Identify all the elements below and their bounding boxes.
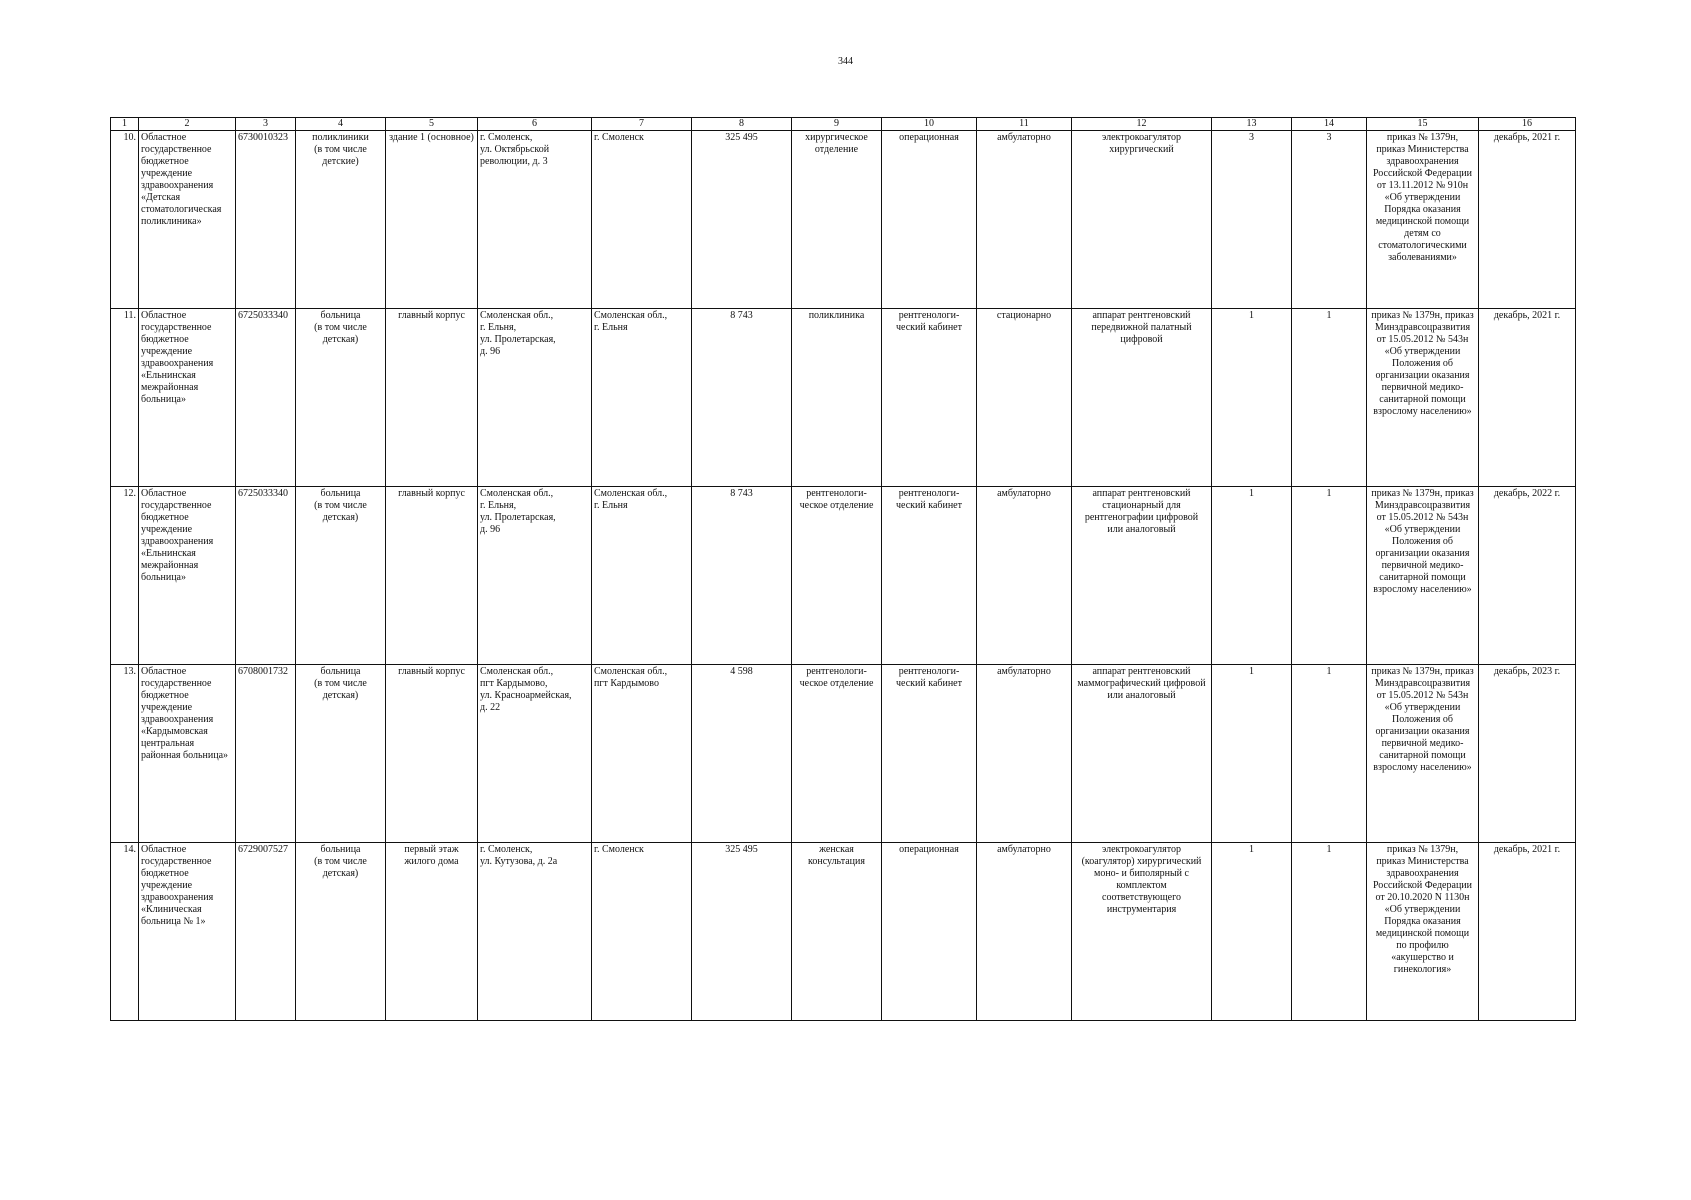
address-line: г. Смоленск, bbox=[480, 132, 533, 143]
department-cell bbox=[792, 309, 882, 487]
facility-type-line: детская) bbox=[322, 334, 359, 345]
regulation-order-line: приказ № 1379н, приказ bbox=[1371, 666, 1474, 677]
regulation-order-line: здравоохранения bbox=[1386, 868, 1459, 879]
regulation-order-line: Положения об bbox=[1392, 714, 1453, 725]
facility-type-line: детская) bbox=[322, 690, 359, 701]
address-cell bbox=[478, 843, 592, 1021]
equipment-cell bbox=[1072, 843, 1212, 1021]
regulation-order-line: первичной медико- bbox=[1381, 382, 1464, 393]
regulation-order-line: стоматологическими bbox=[1378, 240, 1467, 251]
equipment-line: инструментария bbox=[1106, 904, 1177, 915]
regulation-order-line: от 20.10.2020 N 1130н bbox=[1375, 892, 1470, 903]
organization-line: бюджетное bbox=[141, 156, 189, 167]
quantity-required-cell: 1 bbox=[1212, 843, 1292, 1021]
department-line: ческое отделение bbox=[799, 678, 874, 689]
regulation-order-line: медицинской помощи bbox=[1375, 216, 1470, 227]
department-line: ческое отделение bbox=[799, 500, 874, 511]
organization-cell bbox=[139, 843, 236, 1021]
equipment-cell bbox=[1072, 309, 1212, 487]
address-line: ул. Пролетарская, bbox=[480, 334, 556, 345]
organization-line: государственное bbox=[141, 322, 212, 333]
department-cell bbox=[792, 487, 882, 665]
organization-line: здравоохранения bbox=[141, 892, 214, 903]
building-line: главный корпус bbox=[398, 666, 465, 677]
equipment-line: аппарат рентгеновский bbox=[1092, 488, 1191, 499]
quantity-planned-cell: 1 bbox=[1292, 487, 1367, 665]
inn-cell: 6708001732 bbox=[236, 665, 296, 843]
facility-type-line: (в том числе bbox=[314, 322, 367, 333]
locality-cell bbox=[592, 131, 692, 309]
regulation-order-line: «Об утверждении bbox=[1384, 192, 1461, 203]
regulation-order-line: санитарной помощи bbox=[1379, 572, 1466, 583]
organization-line: учреждение bbox=[141, 346, 193, 357]
address-line: г. Ельня, bbox=[480, 322, 517, 333]
organization-line: бюджетное bbox=[141, 512, 189, 523]
address-line: ул. Октябрьской bbox=[480, 144, 550, 155]
room-line: ческий кабинет bbox=[896, 678, 962, 689]
locality-line: г. Ельня bbox=[594, 500, 628, 511]
locality-line: Смоленская обл., bbox=[594, 310, 668, 321]
regulation-order-line: «Об утверждении bbox=[1384, 346, 1461, 357]
department-cell bbox=[792, 843, 882, 1021]
equipment-line: комплектом bbox=[1116, 880, 1167, 891]
organization-line: Областное bbox=[141, 310, 187, 321]
inn-cell: 6730010323 bbox=[236, 131, 296, 309]
regulation-order-cell bbox=[1367, 309, 1479, 487]
care-mode-cell: амбулаторно bbox=[977, 487, 1072, 665]
facility-type-line: (в том числе bbox=[314, 144, 367, 155]
department-line: женская bbox=[819, 844, 854, 855]
organization-line: здравоохранения bbox=[141, 536, 214, 547]
inn-cell: 6725033340 bbox=[236, 487, 296, 665]
organization-line: Областное bbox=[141, 488, 187, 499]
column-number-header: 1 bbox=[111, 118, 139, 131]
regulation-order-line: взрослому населению» bbox=[1373, 406, 1472, 417]
address-line: ул. Красноармейская, bbox=[480, 690, 572, 701]
room-cell bbox=[882, 487, 977, 665]
department-line: рентгенологи- bbox=[806, 488, 867, 499]
department-cell bbox=[792, 131, 882, 309]
organization-line: поликлиника» bbox=[141, 216, 202, 227]
regulation-order-line: гинекология» bbox=[1393, 964, 1452, 975]
facility-type-line: поликлиники bbox=[312, 132, 369, 143]
department-line: отделение bbox=[814, 144, 859, 155]
population-cell: 325 495 bbox=[692, 131, 792, 309]
address-line: ул. Кутузова, д. 2а bbox=[480, 856, 558, 867]
locality-line: г. Смоленск bbox=[594, 844, 644, 855]
organization-cell bbox=[139, 131, 236, 309]
building-cell bbox=[386, 309, 478, 487]
regulation-order-line: приказ № 1379н, bbox=[1386, 844, 1459, 855]
building-cell bbox=[386, 131, 478, 309]
inn-cell: 6725033340 bbox=[236, 309, 296, 487]
regulation-order-line: от 15.05.2012 № 543н bbox=[1376, 690, 1469, 701]
regulation-order-line: Российской Федерации bbox=[1372, 168, 1472, 179]
equipment-cell bbox=[1072, 131, 1212, 309]
equipment-line: моно- и биполярный с bbox=[1094, 868, 1189, 879]
equipment-line: (коагулятор) хирургический bbox=[1081, 856, 1202, 867]
column-number-header: 14 bbox=[1292, 118, 1367, 131]
quantity-planned-cell: 1 bbox=[1292, 843, 1367, 1021]
address-line: ул. Пролетарская, bbox=[480, 512, 556, 523]
facility-type-line: больница bbox=[320, 488, 361, 499]
row-number-cell: 10. bbox=[111, 131, 139, 309]
building-cell bbox=[386, 665, 478, 843]
address-cell bbox=[478, 309, 592, 487]
regulation-order-line: приказ Министерства bbox=[1376, 144, 1469, 155]
organization-line: «Ельнинская bbox=[141, 370, 196, 381]
department-line: поликлиника bbox=[808, 310, 865, 321]
column-number-row bbox=[111, 118, 1576, 131]
facility-type-line: больница bbox=[320, 666, 361, 677]
quantity-required-cell: 1 bbox=[1212, 665, 1292, 843]
facility-type-cell bbox=[296, 131, 386, 309]
organization-line: Областное bbox=[141, 132, 187, 143]
locality-line: пгт Кардымово bbox=[594, 678, 659, 689]
regulation-order-line: приказ № 1379н, bbox=[1386, 132, 1459, 143]
facility-type-cell bbox=[296, 309, 386, 487]
building-line: первый этаж bbox=[404, 844, 459, 855]
facility-type-line: детская) bbox=[322, 868, 359, 879]
regulation-order-cell bbox=[1367, 665, 1479, 843]
quantity-planned-cell: 1 bbox=[1292, 309, 1367, 487]
building-line: главный корпус bbox=[398, 488, 465, 499]
address-line: Смоленская обл., bbox=[480, 666, 554, 677]
organization-cell bbox=[139, 487, 236, 665]
row-number-cell: 11. bbox=[111, 309, 139, 487]
deadline-cell: декабрь, 2021 г. bbox=[1479, 309, 1576, 487]
column-number-header: 4 bbox=[296, 118, 386, 131]
regulation-order-line: «Об утверждении bbox=[1384, 702, 1461, 713]
facility-type-line: (в том числе bbox=[314, 678, 367, 689]
organization-line: «Кардымовская bbox=[141, 726, 208, 737]
room-line: рентгенологи- bbox=[898, 666, 960, 677]
column-number-header: 2 bbox=[139, 118, 236, 131]
regulation-order-line: от 15.05.2012 № 543н bbox=[1376, 334, 1469, 345]
address-cell bbox=[478, 665, 592, 843]
column-number-header: 8 bbox=[692, 118, 792, 131]
column-number-header: 5 bbox=[386, 118, 478, 131]
facility-type-cell bbox=[296, 665, 386, 843]
regulation-order-line: детям со bbox=[1404, 228, 1441, 239]
equipment-line: маммографический цифровой bbox=[1077, 678, 1206, 689]
row-number-cell: 14. bbox=[111, 843, 139, 1021]
equipment-registry-table bbox=[110, 117, 1576, 1021]
column-number-header: 6 bbox=[478, 118, 592, 131]
quantity-planned-cell: 1 bbox=[1292, 665, 1367, 843]
column-number-header: 12 bbox=[1072, 118, 1212, 131]
room-cell bbox=[882, 309, 977, 487]
column-number-header: 7 bbox=[592, 118, 692, 131]
regulation-order-line: первичной медико- bbox=[1381, 738, 1464, 749]
facility-type-cell bbox=[296, 843, 386, 1021]
regulation-order-line: организации оказания bbox=[1375, 548, 1470, 559]
population-cell: 8 743 bbox=[692, 309, 792, 487]
address-cell bbox=[478, 131, 592, 309]
address-line: г. Смоленск, bbox=[480, 844, 533, 855]
table-row bbox=[111, 843, 1576, 1021]
organization-line: Областное bbox=[141, 666, 187, 677]
table-body bbox=[111, 131, 1576, 1021]
room-line: рентгенологи- bbox=[898, 310, 960, 321]
organization-line: «Детская bbox=[141, 192, 181, 203]
equipment-line: аппарат рентгеновский bbox=[1092, 310, 1191, 321]
organization-line: учреждение bbox=[141, 524, 193, 535]
facility-type-line: (в том числе bbox=[314, 856, 367, 867]
regulation-order-line: Минздравсоцразвития bbox=[1374, 500, 1471, 511]
regulation-order-line: Минздравсоцразвития bbox=[1374, 678, 1471, 689]
regulation-order-line: приказ № 1379н, приказ bbox=[1371, 310, 1474, 321]
organization-line: учреждение bbox=[141, 168, 193, 179]
quantity-required-cell: 1 bbox=[1212, 309, 1292, 487]
room-line: операционная bbox=[899, 844, 959, 855]
row-number-cell: 13. bbox=[111, 665, 139, 843]
table-row bbox=[111, 309, 1576, 487]
equipment-line: электрокоагулятор bbox=[1101, 844, 1182, 855]
regulation-order-line: приказ № 1379н, приказ bbox=[1371, 488, 1474, 499]
regulation-order-line: санитарной помощи bbox=[1379, 394, 1466, 405]
column-number-header: 15 bbox=[1367, 118, 1479, 131]
room-cell bbox=[882, 131, 977, 309]
table-row bbox=[111, 487, 1576, 665]
facility-type-line: больница bbox=[320, 844, 361, 855]
locality-line: Смоленская обл., bbox=[594, 666, 668, 677]
page-number: 344 bbox=[838, 56, 853, 67]
equipment-line: электрокоагулятор bbox=[1101, 132, 1182, 143]
organization-line: учреждение bbox=[141, 702, 193, 713]
inn-cell: 6729007527 bbox=[236, 843, 296, 1021]
regulation-order-line: Положения об bbox=[1392, 358, 1453, 369]
department-line: рентгенологи- bbox=[806, 666, 867, 677]
organization-line: районная больница» bbox=[141, 750, 229, 761]
organization-line: межрайонная bbox=[141, 382, 199, 393]
care-mode-cell: амбулаторно bbox=[977, 665, 1072, 843]
regulation-order-cell bbox=[1367, 487, 1479, 665]
building-cell bbox=[386, 843, 478, 1021]
regulation-order-line: «акушерство и bbox=[1391, 952, 1454, 963]
room-line: ческий кабинет bbox=[896, 322, 962, 333]
row-number-cell: 12. bbox=[111, 487, 139, 665]
facility-type-line: детская) bbox=[322, 512, 359, 523]
address-line: Смоленская обл., bbox=[480, 488, 554, 499]
locality-cell bbox=[592, 487, 692, 665]
address-line: г. Ельня, bbox=[480, 500, 517, 511]
organization-line: больница № 1» bbox=[141, 916, 206, 927]
organization-line: стоматологическая bbox=[141, 204, 222, 215]
room-line: операционная bbox=[899, 132, 959, 143]
department-cell bbox=[792, 665, 882, 843]
column-number-header: 13 bbox=[1212, 118, 1292, 131]
regulation-order-line: Положения об bbox=[1392, 536, 1453, 547]
equipment-line: передвижной палатный bbox=[1091, 322, 1192, 333]
regulation-order-line: приказ Министерства bbox=[1376, 856, 1469, 867]
regulation-order-line: от 15.05.2012 № 543н bbox=[1376, 512, 1469, 523]
building-line: жилого дома bbox=[404, 856, 459, 867]
organization-line: государственное bbox=[141, 144, 212, 155]
care-mode-cell: амбулаторно bbox=[977, 843, 1072, 1021]
locality-cell bbox=[592, 843, 692, 1021]
quantity-required-cell: 1 bbox=[1212, 487, 1292, 665]
regulation-order-line: Минздравсоцразвития bbox=[1374, 322, 1471, 333]
room-line: ческий кабинет bbox=[896, 500, 962, 511]
equipment-cell bbox=[1072, 665, 1212, 843]
population-cell: 8 743 bbox=[692, 487, 792, 665]
column-number-header: 10 bbox=[882, 118, 977, 131]
equipment-line: или аналоговый bbox=[1107, 690, 1176, 701]
locality-cell bbox=[592, 665, 692, 843]
deadline-cell: декабрь, 2023 г. bbox=[1479, 665, 1576, 843]
organization-line: межрайонная bbox=[141, 560, 199, 571]
equipment-line: аппарат рентгеновский bbox=[1092, 666, 1191, 677]
equipment-line: стационарный для bbox=[1102, 500, 1181, 511]
regulation-order-line: заболеваниями» bbox=[1388, 252, 1457, 263]
organization-line: Областное bbox=[141, 844, 187, 855]
organization-line: учреждение bbox=[141, 880, 193, 891]
column-number-header: 9 bbox=[792, 118, 882, 131]
organization-line: государственное bbox=[141, 678, 212, 689]
regulation-order-line: медицинской помощи bbox=[1375, 928, 1470, 939]
organization-line: «Ельнинская bbox=[141, 548, 196, 559]
locality-line: г. Ельня bbox=[594, 322, 628, 333]
regulation-order-line: первичной медико- bbox=[1381, 560, 1464, 571]
organization-line: государственное bbox=[141, 500, 212, 511]
locality-line: г. Смоленск bbox=[594, 132, 644, 143]
deadline-cell: декабрь, 2021 г. bbox=[1479, 131, 1576, 309]
deadline-cell: декабрь, 2021 г. bbox=[1479, 843, 1576, 1021]
address-line: революции, д. 3 bbox=[480, 156, 548, 167]
organization-cell bbox=[139, 309, 236, 487]
population-cell: 325 495 bbox=[692, 843, 792, 1021]
column-number-header: 11 bbox=[977, 118, 1072, 131]
room-cell bbox=[882, 665, 977, 843]
address-cell bbox=[478, 487, 592, 665]
organization-line: здравоохранения bbox=[141, 358, 214, 369]
population-cell: 4 598 bbox=[692, 665, 792, 843]
regulation-order-line: Российской Федерации bbox=[1372, 880, 1472, 891]
column-number-header: 16 bbox=[1479, 118, 1576, 131]
care-mode-cell: стационарно bbox=[977, 309, 1072, 487]
organization-line: здравоохранения bbox=[141, 714, 214, 725]
organization-line: государственное bbox=[141, 856, 212, 867]
deadline-cell: декабрь, 2022 г. bbox=[1479, 487, 1576, 665]
address-line: д. 22 bbox=[480, 702, 501, 713]
equipment-line: хирургический bbox=[1109, 144, 1174, 155]
organization-line: бюджетное bbox=[141, 334, 189, 345]
regulation-order-line: Порядка оказания bbox=[1384, 204, 1461, 215]
organization-cell bbox=[139, 665, 236, 843]
equipment-line: цифровой bbox=[1120, 334, 1163, 345]
quantity-planned-cell: 3 bbox=[1292, 131, 1367, 309]
regulation-order-line: взрослому населению» bbox=[1373, 584, 1472, 595]
equipment-line: или аналоговый bbox=[1107, 524, 1176, 535]
building-line: главный корпус bbox=[398, 310, 465, 321]
equipment-line: соответствующего bbox=[1102, 892, 1181, 903]
column-number-header: 3 bbox=[236, 118, 296, 131]
building-cell bbox=[386, 487, 478, 665]
table-row bbox=[111, 665, 1576, 843]
room-cell bbox=[882, 843, 977, 1021]
table-row bbox=[111, 131, 1576, 309]
address-line: пгт Кардымово, bbox=[480, 678, 548, 689]
care-mode-cell: амбулаторно bbox=[977, 131, 1072, 309]
organization-line: больница» bbox=[141, 394, 186, 405]
regulation-order-line: «Об утверждении bbox=[1384, 524, 1461, 535]
regulation-order-line: Порядка оказания bbox=[1384, 916, 1461, 927]
address-line: д. 96 bbox=[480, 346, 501, 357]
regulation-order-line: «Об утверждении bbox=[1384, 904, 1461, 915]
regulation-order-line: по профилю bbox=[1396, 940, 1449, 951]
regulation-order-cell bbox=[1367, 131, 1479, 309]
equipment-line: рентгенографии цифровой bbox=[1084, 512, 1199, 523]
equipment-cell bbox=[1072, 487, 1212, 665]
locality-line: Смоленская обл., bbox=[594, 488, 668, 499]
locality-cell bbox=[592, 309, 692, 487]
room-line: рентгенологи- bbox=[898, 488, 960, 499]
facility-type-cell bbox=[296, 487, 386, 665]
organization-line: бюджетное bbox=[141, 868, 189, 879]
address-line: Смоленская обл., bbox=[480, 310, 554, 321]
regulation-order-line: от 13.11.2012 № 910н bbox=[1376, 180, 1469, 191]
department-line: консультация bbox=[808, 856, 865, 867]
facility-type-line: детские) bbox=[322, 156, 359, 167]
address-line: д. 96 bbox=[480, 524, 501, 535]
organization-line: «Клиническая bbox=[141, 904, 202, 915]
organization-line: здравоохранения bbox=[141, 180, 214, 191]
facility-type-line: (в том числе bbox=[314, 500, 367, 511]
department-line: хирургическое bbox=[805, 132, 868, 143]
facility-type-line: больница bbox=[320, 310, 361, 321]
organization-line: бюджетное bbox=[141, 690, 189, 701]
regulation-order-line: взрослому населению» bbox=[1373, 762, 1472, 773]
regulation-order-line: организации оказания bbox=[1375, 370, 1470, 381]
organization-line: центральная bbox=[141, 738, 195, 749]
quantity-required-cell: 3 bbox=[1212, 131, 1292, 309]
building-line: здание 1 (основное) bbox=[389, 132, 474, 143]
regulation-order-cell bbox=[1367, 843, 1479, 1021]
regulation-order-line: здравоохранения bbox=[1386, 156, 1459, 167]
organization-line: больница» bbox=[141, 572, 186, 583]
regulation-order-line: санитарной помощи bbox=[1379, 750, 1466, 761]
regulation-order-line: организации оказания bbox=[1375, 726, 1470, 737]
